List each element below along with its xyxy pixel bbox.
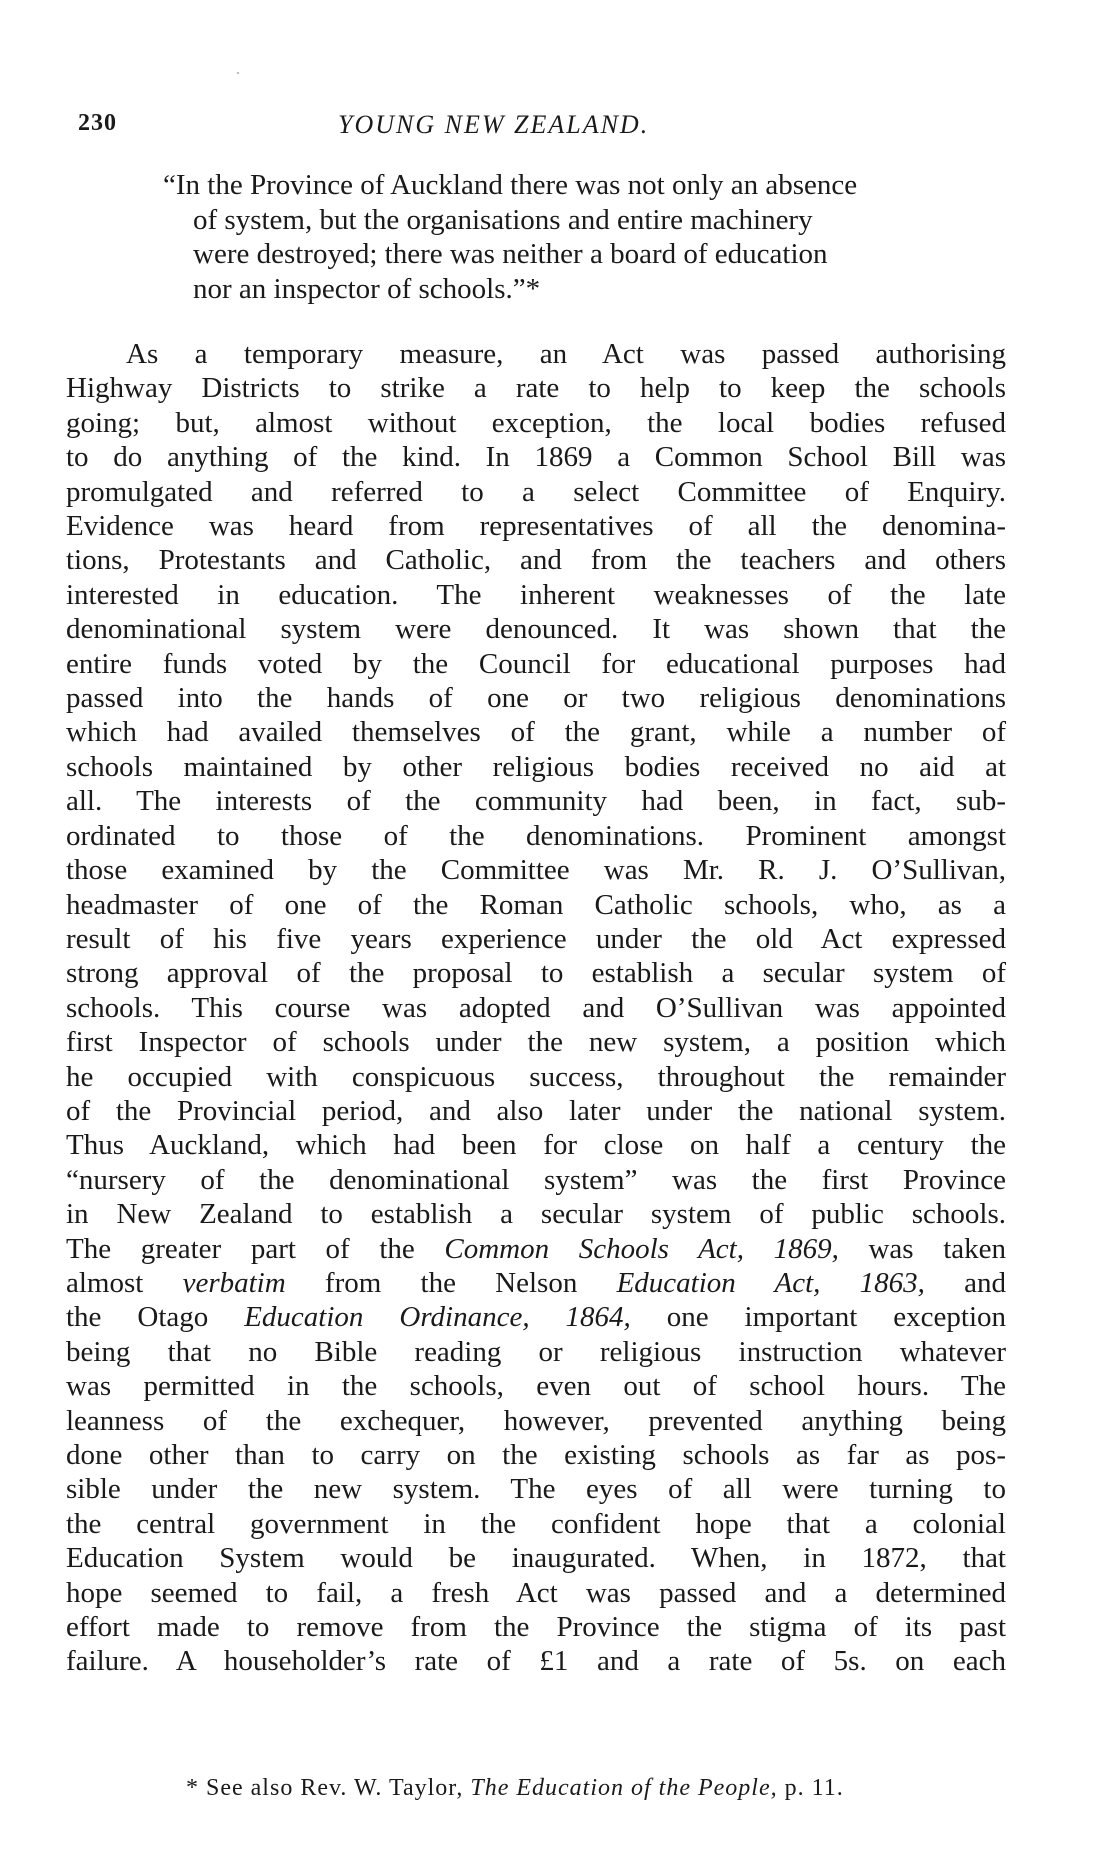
running-head [66,110,1006,150]
text-line: Education System would be inaugurated. When, in 1872, that [66,1542,1006,1575]
text-run: from the Nelson [285,1266,617,1299]
text-line: he occupied with conspicuous success, throughout the remainder [66,1060,1006,1093]
book-title: The Education of the People, [470,1775,778,1801]
text-line: which had availed themselves of the grant, while a number of [66,716,1006,749]
text-line: those examined by the Committee was Mr. R. J. O’Sullivan, [66,854,1006,887]
text-line: schools. This course was adopted and O’Sullivan was appointed [66,991,1006,1024]
quote-line: “In the Province of Auckland there was not only an absence [163,169,858,201]
text-line: hope seemed to fail, a fresh Act was passed and a determined [66,1576,1006,1609]
text-run: and [924,1266,1006,1299]
text-line: all. The interests of the community had been, in fact, sub- [66,785,1006,818]
text-line: of the Provincial period, and also later under the national system. [66,1094,1006,1127]
text-line: denominational system were denounced. It was shown that the [66,613,1006,646]
text-line: interested in education. The inherent weaknesses of the late [66,578,1006,611]
text-line: result of his five years experience under the old Act expressed [66,922,1006,955]
text-line [66,1266,1006,1300]
text-line: tions, Protestants and Catholic, and from the teachers and others [66,544,1006,577]
text-line: “nursery of the denominational system” was the first Province [66,1163,1006,1196]
footnote [186,1775,844,1802]
text-line: was permitted in the schools, even out of school hours. The [66,1370,1006,1403]
body-paragraph [66,337,1006,1679]
text-line: Highway Districts to strike a rate to help to keep the schools [66,372,1006,405]
quote-line: were destroyed; there was neither a board of education [193,238,828,270]
latin-term: verbatim [182,1266,286,1299]
text-line: ordinated to those of the denominations. Prominent amongst [66,819,1006,852]
text-line: schools maintained by other religious bodies received no aid at [66,750,1006,783]
text-line [66,1300,1006,1334]
text-line: going; but, almost without exception, the local bodies refused [66,406,1006,439]
text-line: sible under the new system. The eyes of all were turning to [66,1473,1006,1506]
text-run: was taken [838,1232,1007,1265]
quote-line: of system, but the organisations and entire machinery [193,203,813,236]
text-line: to do anything of the kind. In 1869 a Common School Bill was [66,441,1006,474]
text-line: first Inspector of schools under the new system, a position which [66,1026,1006,1059]
quote-line: nor an inspector of schools.”* [193,272,541,305]
text-line: As a temporary measure, an Act was passed authorising [126,338,1006,370]
text-line: strong approval of the proposal to establish a secular system of [66,957,1006,990]
text-run: The greater part of the [66,1232,445,1265]
text-line: effort made to remove from the Province the stigma of its past [66,1611,1006,1644]
text-line: promulgated and referred to a select Committee of Enquiry. [66,475,1006,508]
page-number: 230 [78,110,117,136]
footnote-text: * See also Rev. W. Taylor, [186,1775,471,1801]
text-line: in New Zealand to establish a secular system of public schools. [66,1198,1006,1231]
running-title: YOUNG NEW ZEALAND. [338,110,650,139]
act-title: Common Schools Act, 1869, [444,1232,839,1265]
text-run: the Otago [66,1301,245,1334]
text-line: being that no Bible reading or religious instruction whatever [66,1335,1006,1368]
text-line: entire funds voted by the Council for educational purposes had [66,647,1006,680]
act-title: Education Act, 1863, [616,1266,925,1299]
text-line: done other than to carry on the existing schools as far as pos- [66,1439,1006,1471]
footnote-text: p. 11. [777,1775,844,1801]
text-line: headmaster of one of the Roman Catholic schools, who, as a [66,888,1006,921]
block-quote [163,168,1003,306]
text-line: Thus Auckland, which had been for close on half a century the [66,1129,1006,1162]
text-run: almost [66,1266,183,1299]
text-line: Evidence was heard from representatives of all the denomina- [66,510,1006,543]
text-line: the central government in the confident hope that a colonial [66,1507,1006,1540]
scan-speck [237,72,239,74]
text-line [66,1232,1006,1266]
text-line: passed into the hands of one or two religious denominations [66,682,1006,715]
act-title: Education Ordinance, 1864, [244,1301,631,1334]
text-line: leanness of the exchequer, however, prevented anything being [66,1404,1006,1437]
text-line: failure. A householder’s rate of £1 and a rate of 5s. on each [66,1645,1006,1678]
text-run: one important exception [630,1301,1006,1334]
